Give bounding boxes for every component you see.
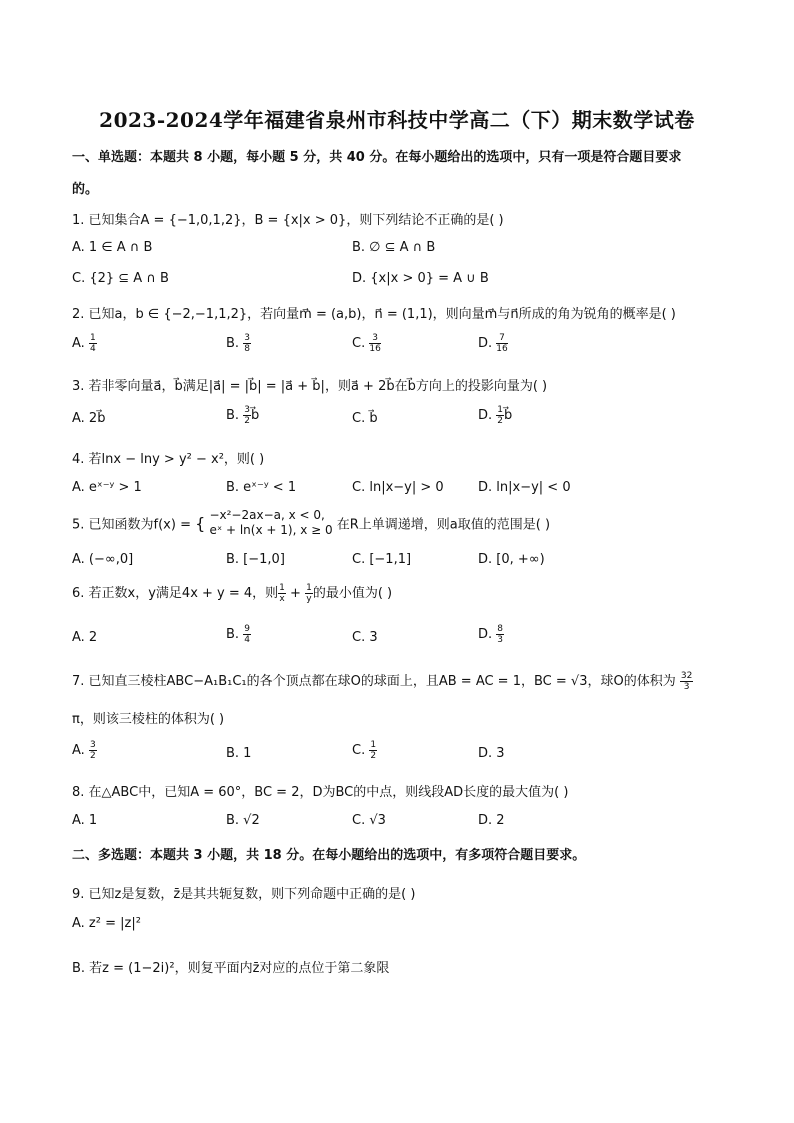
q3-option-c: C. b⃗	[352, 411, 378, 426]
numerator: 1	[497, 405, 504, 415]
q7-stem-text: 7. 已知直三棱柱ABC−A₁B₁C₁的各个顶点都在球O的球面上，且AB = AC = 1，BC = √3，球O的体积为	[72, 674, 676, 689]
q6-option-d-label: D.	[478, 627, 493, 642]
q6-stem-suffix: 的最小值为( )	[312, 586, 393, 601]
q3-option-d-fraction	[496, 405, 504, 426]
q6-option-a: A. 2	[72, 630, 98, 645]
left-brace: {	[195, 513, 206, 533]
q3-option-d-label: D.	[478, 408, 493, 423]
q3-option-b-fraction	[243, 405, 251, 426]
q9-option-b: B. 若z = (1−2i)²，则复平面内z̄对应的点位于第二象限	[72, 961, 390, 976]
q3-option-b-label: B.	[226, 408, 240, 423]
q2-option-c-label: C.	[352, 336, 366, 351]
q5-stem-suffix: 在R上单调递增，则a取值的范围是( )	[336, 517, 551, 533]
numerator: 32	[680, 671, 693, 681]
q7-option-b: B. 1	[226, 746, 252, 761]
q7-option-c-fraction	[369, 740, 377, 761]
q6-option-b-label: B.	[226, 627, 240, 642]
piece-1: −x²−2ax−a, x < 0,	[209, 508, 325, 522]
q5-stem-prefix: 5. 已知函数为f(x) =	[72, 517, 191, 533]
q2-option-d-label: D.	[478, 336, 493, 351]
q2-option-c-fraction	[369, 333, 380, 354]
numerator: 1	[370, 740, 377, 750]
section1-heading: 一、单选题：本题共 8 小题，每小题 5 分，共 40 分。在每小题给出的选项中，只有一项是符合题目要求	[72, 150, 682, 165]
numerator: 3	[369, 333, 380, 344]
vector-b: b⃗	[504, 408, 513, 423]
question-2-stem: 2. 已知a，b ∈ {−2,−1,1,2}，若向量m⃗ = (a,b)，n⃗ = (1,1)，则向量m⃗与n⃗所成的角为锐角的概率是( )	[72, 307, 676, 322]
q2-option-d	[478, 333, 508, 354]
question-4-stem: 4. 若lnx − lny > y² − x²，则( )	[72, 452, 265, 467]
q8-option-d: D. 2	[478, 813, 505, 828]
piecewise-function	[209, 508, 332, 538]
numerator: 3	[244, 333, 250, 343]
question-1-stem: 1. 已知集合A = {−1,0,1,2}，B = {x|x > 0}，则下列结论不正确的是( )	[72, 213, 504, 228]
denominator: 4	[244, 635, 250, 645]
q1-option-c: C. {2} ⊆ A ∩ B	[72, 271, 169, 286]
piece-2: eˣ + ln(x + 1), x ≥ 0	[209, 523, 333, 537]
question-5-stem	[72, 508, 550, 542]
question-9-stem: 9. 已知z是复数，z̄是其共轭复数，则下列命题中正确的是( )	[72, 887, 416, 902]
q3-option-b	[226, 405, 259, 426]
q4-option-a: A. eˣ⁻ʸ > 1	[72, 480, 142, 495]
q8-option-c: C. √3	[352, 813, 386, 828]
q7-option-c-label: C.	[352, 743, 366, 758]
q6-stem-prefix: 6. 若正数x，y满足4x + y = 4，则	[72, 586, 279, 601]
denominator: 2	[244, 416, 250, 426]
q7-option-d: D. 3	[478, 746, 505, 761]
denominator: 16	[369, 344, 381, 354]
q5-option-c: C. [−1,1]	[352, 552, 412, 567]
q2-option-b	[226, 333, 251, 354]
page-title: 2023-2024学年福建省泉州市科技中学高二（下）期末数学试卷	[99, 108, 695, 132]
numerator: 7	[496, 333, 507, 344]
q1-option-a: A. 1 ∈ A ∩ B	[72, 240, 153, 255]
q2-option-b-fraction	[243, 333, 251, 354]
section1-heading-cont: 的。	[72, 182, 99, 197]
denominator: 16	[496, 344, 508, 354]
q7-volume-fraction	[680, 671, 693, 692]
q8-option-b: B. √2	[226, 813, 260, 828]
vector-b: b⃗	[250, 408, 260, 423]
q2-option-d-fraction	[496, 333, 507, 354]
numerator: 3	[244, 405, 250, 415]
q4-option-c: C. ln|x−y| > 0	[352, 480, 444, 495]
denominator: 2	[497, 416, 504, 426]
q5-option-d: D. [0, +∞)	[478, 552, 545, 567]
numerator: 1	[89, 333, 96, 343]
question-3-stem: 3. 若非零向量a⃗，b⃗满足|a⃗| = |b⃗| = |a⃗ + b⃗|，则a⃗ + 2b⃗在b⃗方向上的投影向量为( )	[72, 379, 548, 394]
denominator: 2	[370, 751, 377, 761]
q4-option-d: D. ln|x−y| < 0	[478, 480, 571, 495]
numerator: 3	[89, 740, 96, 750]
fraction-1-over-y: $\frac{1}{y}$	[306, 583, 312, 604]
question-7-stem-cont: π，则该三棱柱的体积为( )	[72, 712, 225, 727]
q8-option-a: A. 1	[72, 813, 98, 828]
denominator: 2	[89, 751, 96, 761]
q5-option-a: A. (−∞,0]	[72, 552, 134, 567]
q6-option-d	[478, 624, 504, 645]
question-7-stem	[72, 670, 693, 692]
q6-option-b-fraction	[243, 624, 251, 645]
q3-option-d	[478, 405, 512, 426]
question-8-stem: 8. 在△ABC中，已知A = 60°，BC = 2，D为BC的中点，则线段AD长度的最大值为( )	[72, 785, 569, 800]
q6-option-d-fraction	[496, 624, 504, 645]
denominator: 8	[244, 344, 250, 354]
denominator: 3	[497, 635, 504, 645]
q7-option-a-label: A.	[72, 743, 85, 758]
fraction-1-over-x: $\frac{1}{x}$	[279, 583, 285, 604]
q9-option-a: A. z² = |z|²	[72, 916, 141, 931]
q2-option-b-label: B.	[226, 336, 240, 351]
q2-option-c	[352, 333, 381, 354]
question-6-stem: 6. 若正数x，y满足4x + y = 4，则 $\frac{1}{x}$ + $\frac{1}{y}$ 的最小值为( )	[72, 583, 393, 604]
q6-option-b	[226, 624, 251, 645]
numerator: 9	[244, 624, 250, 634]
q2-option-a	[72, 333, 97, 354]
q7-option-a-fraction	[89, 740, 97, 761]
q5-option-b: B. [−1,0]	[226, 552, 285, 567]
section2-heading: 二、多选题：本题共 3 小题，共 18 分。在每小题给出的选项中，有多项符合题目要求。	[72, 848, 586, 863]
q2-option-a-label: A.	[72, 336, 85, 351]
q3-option-a: A. 2b⃗	[72, 411, 106, 426]
q1-option-b: B. ∅ ⊆ A ∩ B	[352, 240, 436, 255]
q7-option-c	[352, 740, 377, 761]
q1-option-d: D. {x|x > 0} = A ∪ B	[352, 271, 489, 286]
q2-option-a-fraction	[89, 333, 97, 354]
denominator: 4	[89, 344, 96, 354]
q4-option-b: B. eˣ⁻ʸ < 1	[226, 480, 297, 495]
q6-option-c: C. 3	[352, 630, 378, 645]
denominator: 3	[683, 682, 690, 692]
numerator: 8	[497, 624, 504, 634]
q7-option-a	[72, 740, 97, 761]
